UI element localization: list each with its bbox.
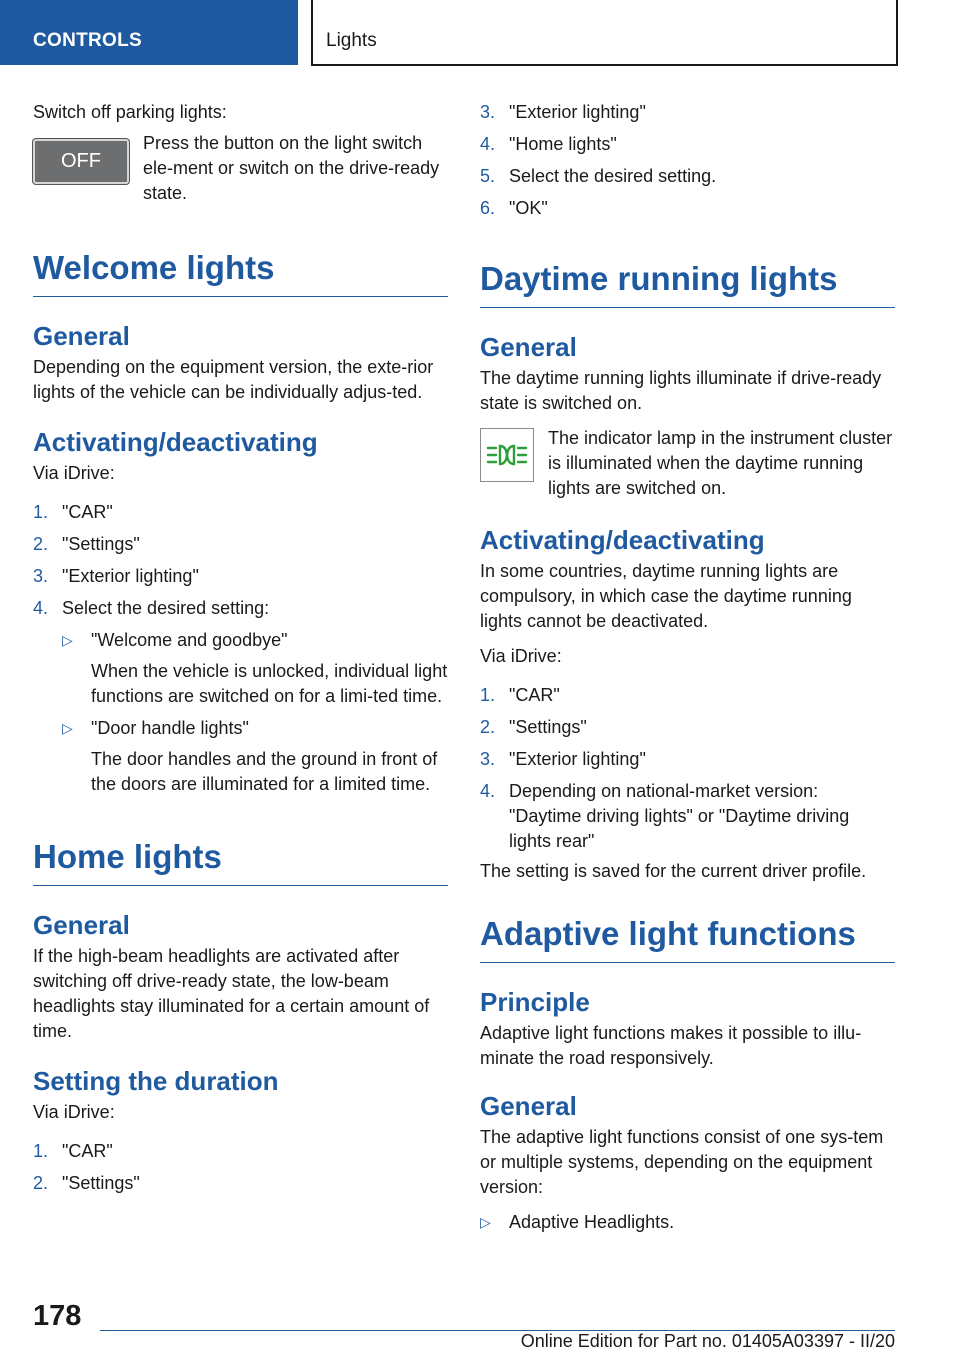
topic-label: Lights <box>326 30 377 51</box>
step-number: 6. <box>480 198 496 218</box>
step-text: "Home lights" <box>509 134 617 154</box>
adaptive-general-text: The adaptive light functions consist of one sys-tem or multiple systems, depending on the equipment version: <box>480 1127 884 1197</box>
triangle-bullet-icon: ▷ <box>480 1214 491 1230</box>
step-text: "Exterior lighting" <box>509 749 646 769</box>
step-number: 5. <box>480 166 496 186</box>
drl-activating-heading: Activating/deactivating <box>480 525 765 555</box>
adaptive-light-functions-heading: Adaptive light functions <box>480 914 895 963</box>
list-item <box>62 628 448 709</box>
option-description: When the vehicle is unlocked, individual light functions are switched on for a limi-ted time. <box>91 661 448 706</box>
list-item <box>480 196 895 221</box>
home-steps-list <box>33 1139 448 1196</box>
step-number: 4. <box>480 134 496 154</box>
intro-text: Switch off parking lights: <box>33 102 227 122</box>
adaptive-principle-heading: Principle <box>480 987 590 1017</box>
section-tab <box>0 0 298 65</box>
step-text: Depending on national-market version: "Daytime driving lights" or "Daytime driving lights rear" <box>509 781 850 851</box>
home-via-text: Via iDrive: <box>33 1102 115 1122</box>
welcome-activating-heading: Activating/deactivating <box>33 427 318 457</box>
home-general-heading: General <box>33 910 130 940</box>
off-button-label: OFF <box>61 150 101 172</box>
step-number: 1. <box>33 1141 49 1161</box>
step-number: 4. <box>33 598 49 618</box>
home-steps-continued-list <box>480 100 895 221</box>
step-text: "Settings" <box>509 717 587 737</box>
drl-general-text: The daytime running lights illuminate if drive-ready state is switched on. <box>480 368 882 413</box>
step-text: "CAR" <box>509 685 560 705</box>
option-title: "Door handle lights" <box>91 718 249 738</box>
edition-text: Online Edition for Part no. 01405A03397 - II/20 <box>520 1331 895 1351</box>
welcome-general-text: Depending on the equipment version, the exte-rior lights of the vehicle can be individually adjus-ted. <box>33 357 434 402</box>
list-item <box>480 132 895 157</box>
step-text: "Exterior lighting" <box>62 566 199 586</box>
list-item <box>62 716 448 797</box>
list-item <box>33 564 448 589</box>
option-title: "Welcome and goodbye" <box>91 630 288 650</box>
list-item <box>480 1210 895 1235</box>
home-lights-heading: Home lights <box>33 837 448 886</box>
daytime-running-lights-indicator-icon <box>480 428 534 482</box>
topic-tab <box>311 0 898 66</box>
list-item <box>33 532 448 557</box>
list-item <box>480 100 895 125</box>
list-item <box>480 164 895 189</box>
list-item <box>33 500 448 525</box>
step-number: 1. <box>480 685 496 705</box>
list-item <box>33 1139 448 1164</box>
drl-via-text: Via iDrive: <box>480 646 562 666</box>
triangle-bullet-icon: ▷ <box>62 632 73 648</box>
step-number: 2. <box>33 534 49 554</box>
list-item <box>33 596 448 621</box>
off-button-row <box>33 131 448 206</box>
step-number: 4. <box>480 781 496 801</box>
section-label: CONTROLS <box>33 30 143 51</box>
step-text: Select the desired setting. <box>509 166 717 186</box>
daytime-running-lights-heading: Daytime running lights <box>480 259 895 308</box>
drl-saved-text: The setting is saved for the current driver profile. <box>480 861 867 881</box>
left-column <box>33 100 448 1203</box>
step-text: "CAR" <box>62 1141 113 1161</box>
drl-indicator-row <box>480 426 895 501</box>
step-text: "OK" <box>509 198 548 218</box>
step-number: 3. <box>480 102 496 122</box>
list-item <box>33 1171 448 1196</box>
step-number: 3. <box>33 566 49 586</box>
adaptive-general-heading: General <box>480 1091 577 1121</box>
step-text: "Settings" <box>62 1173 140 1193</box>
step-text: "Exterior lighting" <box>509 102 646 122</box>
drl-activating-text: In some countries, daytime running lights are compulsory, in which case the daytime running lights cannot be deactivated. <box>480 561 852 631</box>
home-duration-heading: Setting the duration <box>33 1066 279 1096</box>
welcome-via-text: Via iDrive: <box>33 463 115 483</box>
welcome-steps-list <box>33 500 448 621</box>
adaptive-bullets-list <box>480 1210 895 1235</box>
bullet-text: Adaptive Headlights. <box>509 1212 675 1232</box>
page-number: 178 <box>33 1300 82 1332</box>
step-number: 2. <box>480 717 496 737</box>
list-item <box>480 779 895 854</box>
step-number: 1. <box>33 502 49 522</box>
drl-lamp-icon <box>485 442 529 468</box>
step-text: Select the desired setting: <box>62 598 270 618</box>
option-description: The door handles and the ground in front of the doors are illuminated for a limited time. <box>91 749 438 794</box>
triangle-bullet-icon: ▷ <box>62 720 73 736</box>
step-number: 2. <box>33 1173 49 1193</box>
home-general-text: If the high-beam headlights are activated after switching off drive-ready state, the low-beam headlights stay illuminated for a certain amount of time. <box>33 946 430 1041</box>
list-item <box>480 747 895 772</box>
list-item <box>480 683 895 708</box>
drl-steps-list <box>480 683 895 854</box>
list-item <box>480 715 895 740</box>
right-column <box>480 100 895 1242</box>
welcome-options-list <box>62 628 448 797</box>
welcome-lights-heading: Welcome lights <box>33 248 448 297</box>
off-button-icon <box>33 139 129 184</box>
step-text: "Settings" <box>62 534 140 554</box>
drl-general-heading: General <box>480 332 577 362</box>
step-text: "CAR" <box>62 502 113 522</box>
welcome-general-heading: General <box>33 321 130 351</box>
off-button-text: Press the button on the light switch ele-ment or switch on the drive-ready state. <box>143 133 440 203</box>
drl-indicator-text: The indicator lamp in the instrument cluster is illuminated when the daytime running lights are switched on. <box>548 428 893 498</box>
step-number: 3. <box>480 749 496 769</box>
adaptive-principle-text: Adaptive light functions makes it possible to illu-minate the road responsively. <box>480 1023 862 1068</box>
